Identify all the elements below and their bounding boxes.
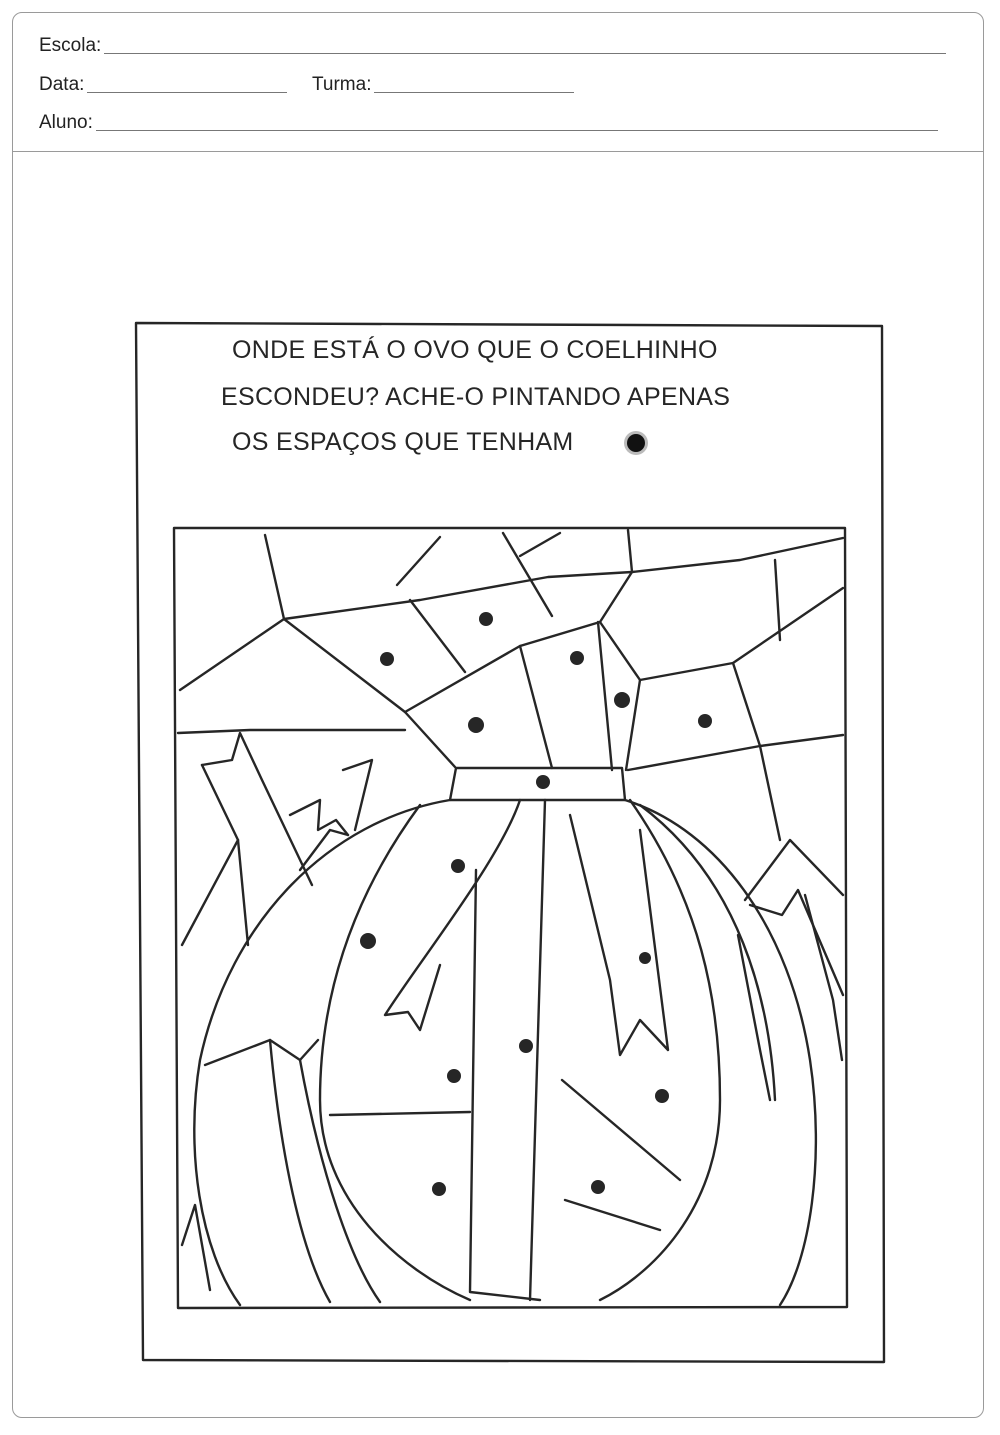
school-label: Escola: — [39, 35, 102, 56]
school-write-line[interactable] — [104, 53, 946, 54]
worksheet-sheet — [12, 12, 984, 1418]
date-write-line[interactable] — [87, 92, 287, 93]
student-info-header — [13, 13, 983, 152]
class-label: Turma: — [312, 74, 372, 95]
instruction-line-3: OS ESPAÇOS QUE TENHAM — [232, 428, 574, 456]
class-write-line[interactable] — [374, 92, 574, 93]
instruction-line-2: ESCONDEU? ACHE-O PINTANDO APENAS — [221, 383, 731, 411]
date-label: Data: — [39, 74, 85, 95]
date-field[interactable] — [39, 74, 287, 96]
instruction-line-1: ONDE ESTÁ O OVO QUE O COELHINHO — [232, 336, 718, 364]
school-field[interactable] — [39, 35, 946, 57]
student-write-line[interactable] — [96, 130, 938, 131]
class-field[interactable] — [312, 74, 574, 96]
student-field[interactable] — [39, 112, 938, 134]
student-label: Aluno: — [39, 112, 93, 133]
